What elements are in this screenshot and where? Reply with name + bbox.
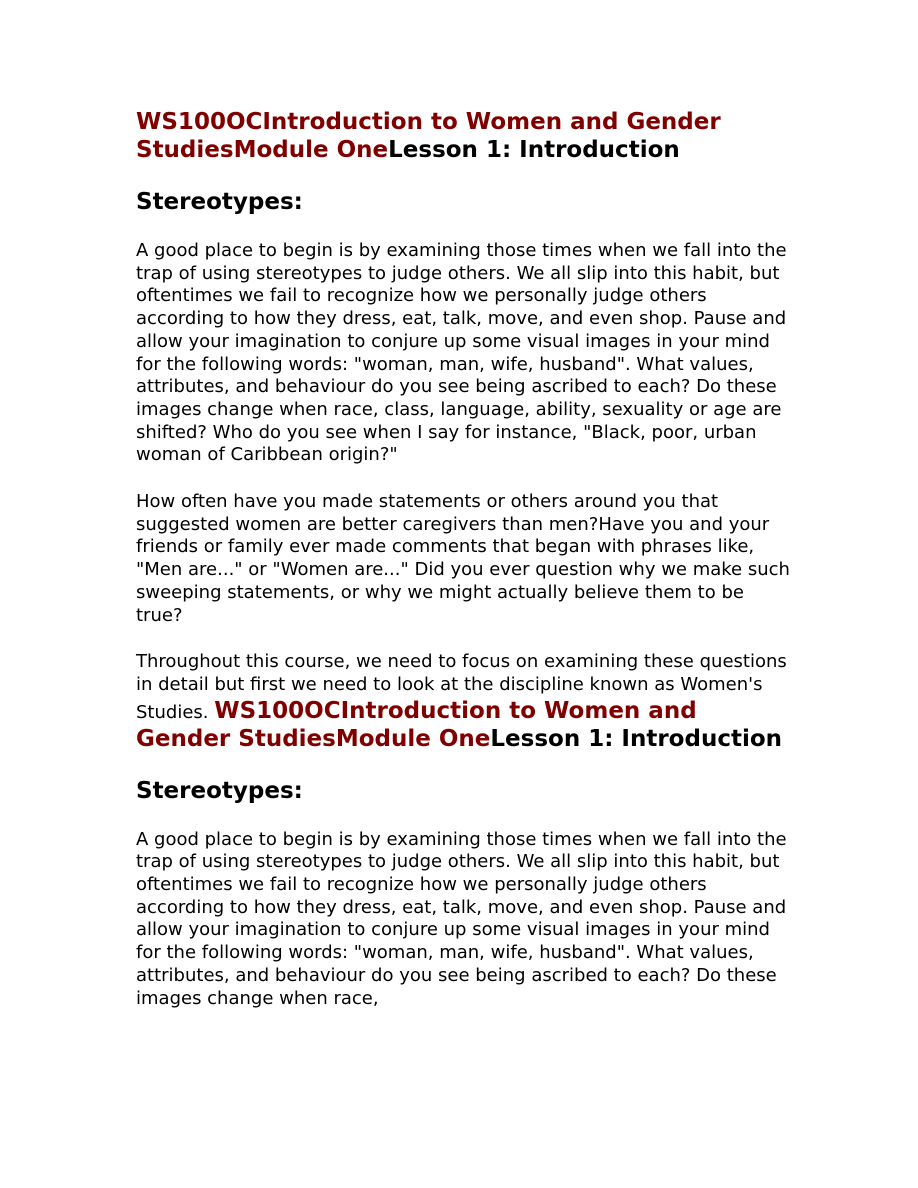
lesson-heading [136,108,796,164]
repeated-lesson-title: Lesson 1: Introduction [490,725,783,752]
paragraph-caregiver-question: How often have you made statements or others around you that suggested women are better caregivers than men?Have you and your friends or family ever made comments that began with phrases like, "Men are..." or "Women are..." Did you ever question why we make such sweeping statements, or why we might actually believe them to be true? [136,491,790,626]
repeated-section-title-stereotypes: Stereotypes: [136,777,303,804]
paragraph-stereotypes-intro: A good place to begin is by examining those times when we fall into the trap of using stereotypes to judge others. We all slip into this habit, but oftentimes we fail to recognize how we personally judge others according to how they dress, eat, talk, move, and even shop. Pause and allow your imagination to conjure up some visual images in your mind for the following words: "woman, man, wife, husband". What values, attributes, and behaviour do you see being ascribed to each? Do these images change when race, class, language, ability, sexuality or age are shifted? Who do you see when I say for instance, "Black, poor, urban woman of Caribbean origin?" [136,240,787,466]
lesson-title: Lesson 1: Introduction [388,137,680,163]
paragraph-course-focus [136,651,796,752]
repeated-paragraph-stereotypes-intro: A good place to begin is by examining those times when we fall into the trap of using stereotypes to judge others. We all slip into this habit, but oftentimes we fail to recognize how we personally judge others according to how they dress, eat, talk, move, and even shop. Pause and allow your imagination to conjure up some visual images in your mind for the following words: "woman, man, wife, husband". What values, attributes, and behaviour do you see being ascribed to each? Do these images change when race, [136,828,787,1009]
course-module-title: WS100OCIntroduction to Women and Gender StudiesModule One [136,109,721,163]
repeated-course-module-title: WS100OCIntroduction to Women and Gender StudiesModule One [136,697,697,752]
section-title-stereotypes: Stereotypes: [136,189,303,215]
paragraph-course-focus-text: Throughout this course, we need to focus on examining these questions in detail but first we need to look at the discipline known as Women's Studies. [136,651,787,723]
repeated-lesson-heading [136,698,782,752]
document-page [136,108,796,1010]
